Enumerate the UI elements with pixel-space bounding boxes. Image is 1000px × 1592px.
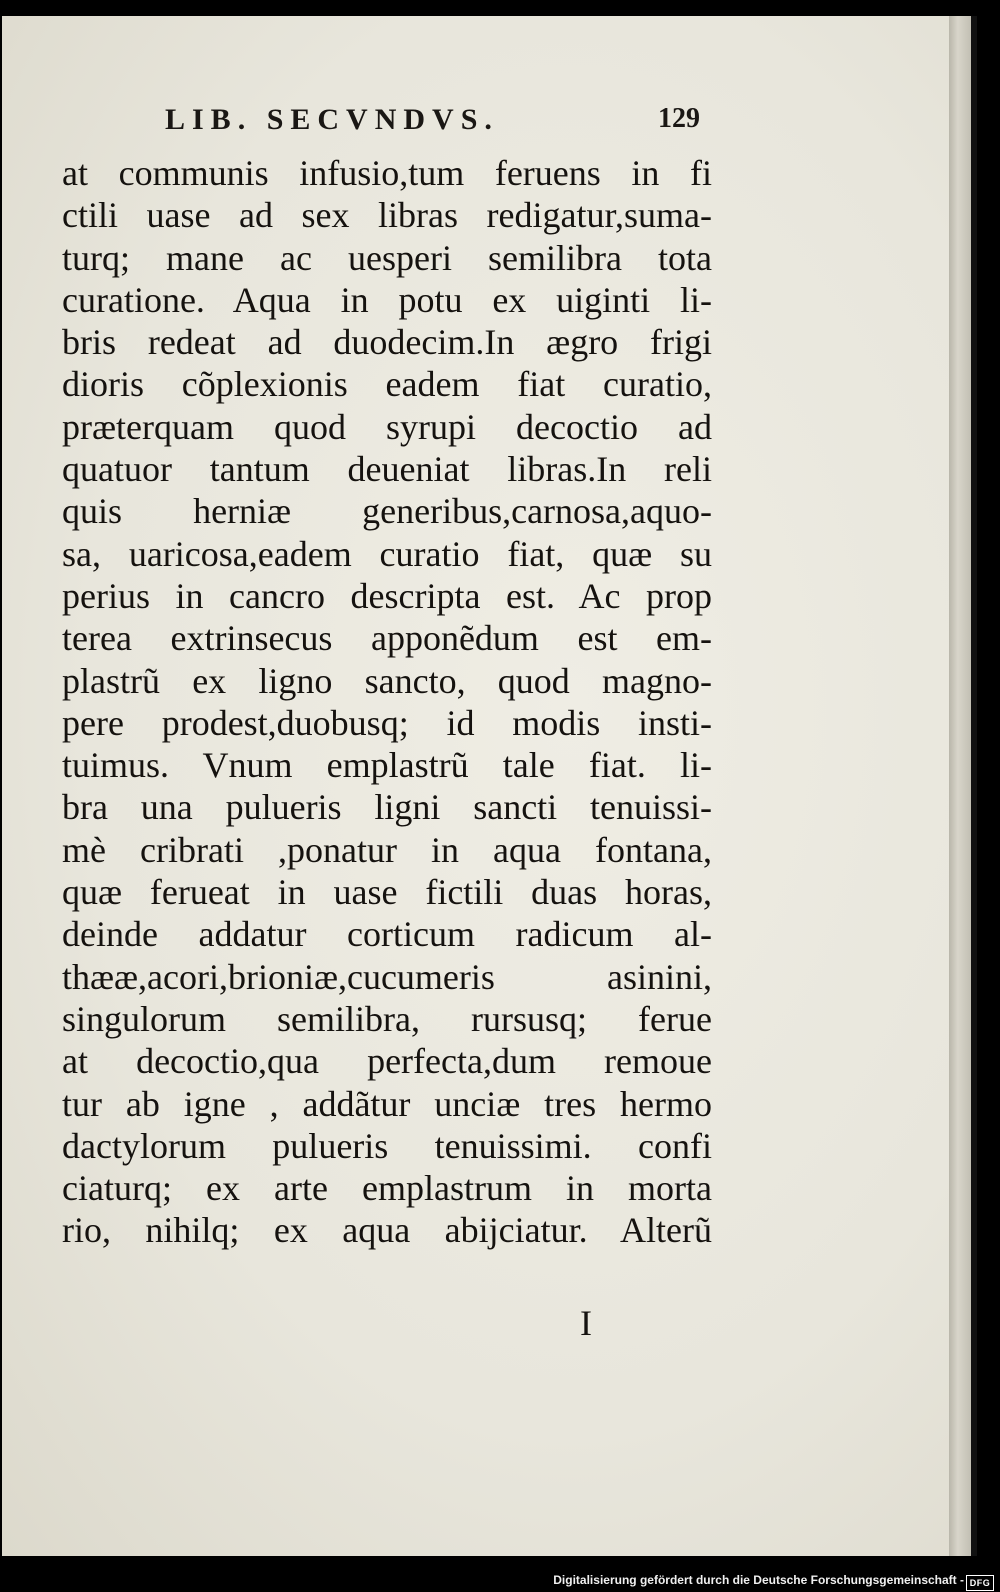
dfg-logo: DFG: [966, 1575, 994, 1591]
text-line: singulorum semilibra, rursusq; ferue: [62, 998, 712, 1039]
text-line: bris redeat ad duodecim.In ægro frigi: [62, 322, 712, 363]
text-line: at decoctio,qua perfecta,dum remoue: [62, 1041, 712, 1082]
text-line: ctili uase ad sex libras redigatur,suma-: [62, 195, 712, 236]
text-line: terea extrinsecus apponẽdum est em-: [62, 618, 712, 659]
running-head: [165, 103, 710, 143]
page-number: 129: [658, 103, 700, 134]
text-line: curatione. Aqua in potu ex uiginti li-: [62, 279, 712, 320]
text-line: thææ,acori,brioniæ,cucumeris asinini,: [62, 956, 712, 997]
text-line: dioris cõplexionis eadem fiat curatio,: [62, 364, 712, 405]
footer-bar: [0, 1572, 1000, 1592]
text-line: quatuor tantum deueniat libras.In reli: [62, 449, 712, 490]
running-head-title: LIB. SECVNDVS.: [165, 103, 499, 136]
text-line: sa, uaricosa,eadem curatio fiat, quæ su: [62, 533, 712, 574]
text-line: rio, nihilq; ex aqua abijciatur. Alterũ: [62, 1210, 712, 1251]
text-line: pere prodest,duobusq; id modis insti-: [62, 702, 712, 743]
text-line: ciaturq; ex arte emplastrum in morta: [62, 1168, 712, 1209]
text-line: bra una pulueris ligni sancti tenuissi-: [62, 787, 712, 828]
footer-credit: Digitalisierung gefördert durch die Deutsche Forschungsgemeinschaft -: [553, 1573, 964, 1587]
page-edge-shadow: [971, 16, 977, 1556]
text-line: quæ ferueat in uase fictili duas horas,: [62, 872, 712, 913]
text-line: perius in cancro descripta est. Ac prop: [62, 575, 712, 616]
page-edge: [949, 16, 971, 1556]
body-text: [62, 152, 712, 1252]
signature-mark: I: [580, 1303, 592, 1343]
text-line: dactylorum pulueris tenuissimi. confi: [62, 1125, 712, 1166]
text-line: quis herniæ generibus,carnosa,aquo-: [62, 491, 712, 532]
text-line: plastrũ ex ligno sancto, quod magno-: [62, 660, 712, 701]
text-line: at communis infusio,tum feruens in fi: [62, 153, 712, 193]
text-line: tuimus. Vnum emplastrũ tale fiat. li-: [62, 745, 712, 786]
text-line: deinde addatur corticum radicum al-: [62, 914, 712, 955]
text-line: turq; mane ac uesperi semilibra tota: [62, 237, 712, 278]
text-line: mè cribrati ,ponatur in aqua fontana,: [62, 829, 712, 870]
text-line: præterquam quod syrupi decoctio ad: [62, 406, 712, 447]
text-line: tur ab igne , addãtur unciæ tres hermo: [62, 1083, 712, 1124]
